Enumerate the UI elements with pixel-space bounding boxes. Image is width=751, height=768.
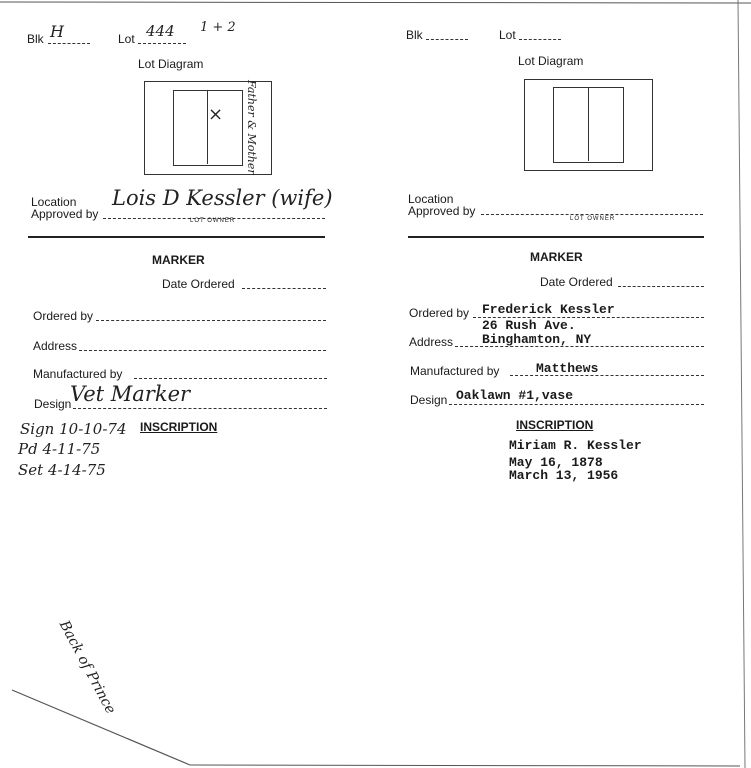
approved-signature: Lois D Kessler (wife) — [112, 186, 333, 210]
address-label: Address — [33, 339, 78, 353]
design-value: Oaklawn #1,vase — [456, 388, 574, 403]
right-divider — [408, 236, 704, 238]
approved-by-label: Approved by — [408, 204, 476, 218]
date-ordered-label: Date Ordered — [162, 277, 235, 291]
manufactured-by-label: Manufactured by — [33, 367, 123, 381]
ordered-by-value: Frederick Kessler — [482, 302, 615, 317]
diagram-side-note: Father & Mother — [245, 80, 258, 175]
lot-diagram-title: Lot Diagram — [518, 54, 584, 68]
hand-note-paid: Pd 4-11-75 — [18, 440, 101, 458]
inscription-label: INSCRIPTION — [140, 420, 218, 434]
lot-extra-note: 1 + 2 — [200, 20, 236, 35]
lot-value: 444 — [146, 22, 175, 40]
hand-note-sign: Sign 10-10-74 — [20, 420, 127, 438]
location-label: Location — [408, 192, 454, 206]
address-line-1: 26 Rush Ave. — [482, 318, 576, 333]
blk-label: Blk — [27, 32, 44, 46]
left-divider — [28, 236, 325, 238]
approved-by-label: Approved by — [31, 207, 99, 221]
manufactured-by-value: Matthews — [536, 361, 599, 376]
inscription-label: INSCRIPTION — [516, 418, 594, 432]
hand-note-set: Set 4-14-75 — [18, 461, 106, 479]
lot-owner-label: LOT OWNER — [190, 218, 236, 224]
date-ordered-label: Date Ordered — [540, 275, 613, 289]
lot-diagram-box — [524, 79, 653, 171]
design-label: Design — [410, 393, 448, 407]
address-label: Address — [409, 335, 454, 349]
lot-diagram-divider — [588, 87, 589, 161]
lot-label: Lot — [499, 28, 516, 42]
ordered-by-label: Ordered by — [409, 306, 470, 320]
design-label: Design — [34, 397, 72, 411]
lot-owner-label: LOT OWNER — [570, 216, 616, 222]
marker-title: MARKER — [152, 253, 205, 267]
lot-diagram-title: Lot Diagram — [138, 57, 204, 71]
design-value: Vet Marker — [70, 382, 191, 406]
lot-diagram-divider — [207, 90, 208, 164]
blk-label: Blk — [406, 28, 423, 42]
lot-label: Lot — [118, 32, 135, 46]
marker-title: MARKER — [530, 250, 583, 264]
inscription-line-3: March 13, 1956 — [509, 468, 619, 483]
lot-diagram-x-mark: × — [208, 104, 224, 125]
inscription-line-1: Miriam R. Kessler — [509, 438, 642, 453]
inscription-line-2: May 16, 1878 — [509, 455, 603, 470]
location-label: Location — [31, 195, 77, 209]
address-value: Binghamton, NY — [482, 332, 592, 347]
ordered-by-label: Ordered by — [33, 309, 94, 323]
manufactured-by-label: Manufactured by — [410, 364, 500, 378]
bottom-rotated-note: Back of Prince — [55, 618, 119, 717]
blk-value: H — [50, 22, 64, 41]
lot-diagram-grave — [173, 90, 243, 166]
